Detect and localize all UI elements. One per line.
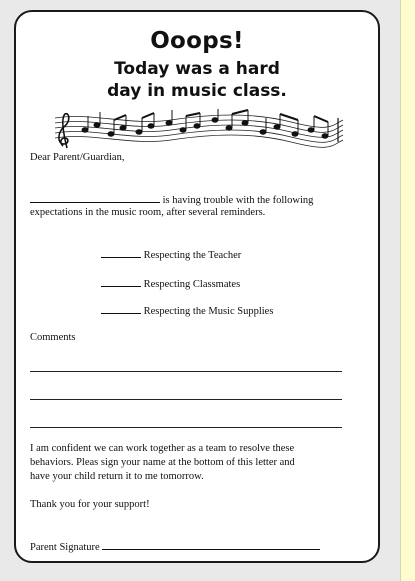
comment-line[interactable] xyxy=(30,399,342,400)
expectation-item: Respecting Classmates xyxy=(101,276,240,292)
expectation-item: Respecting the Music Supplies xyxy=(101,303,273,319)
comments-label: Comments xyxy=(30,332,76,343)
check-blank[interactable] xyxy=(101,303,141,314)
side-panel xyxy=(400,0,415,581)
intro-line-2: expectations in the music room, after several reminders. xyxy=(30,207,266,218)
greeting: Dear Parent/Guardian, xyxy=(30,152,125,163)
thanks-text: Thank you for your support! xyxy=(30,499,150,510)
comment-line[interactable] xyxy=(30,427,342,428)
check-blank[interactable] xyxy=(101,276,141,287)
signature-line[interactable] xyxy=(102,539,320,550)
subtitle-line-2: day in music class. xyxy=(107,81,287,101)
expectation-item: Respecting the Teacher xyxy=(101,247,241,263)
closing-line-3: have your child return it to me tomorrow. xyxy=(30,471,204,482)
closing-line-1: I am confident we can work together as a team to resolve these xyxy=(30,443,295,454)
signature-label: Parent Signature xyxy=(30,542,100,553)
music-staff-notes-icon xyxy=(51,108,347,150)
subtitle-line-1: Today was a hard xyxy=(114,59,280,79)
student-name-blank[interactable] xyxy=(30,192,160,203)
signature-row xyxy=(30,539,320,555)
letter-page xyxy=(14,10,380,563)
title-heading: Ooops! xyxy=(150,28,244,54)
comment-line[interactable] xyxy=(30,371,342,372)
closing-line-2: behaviors. Pleas sign your name at the bottom of this letter and xyxy=(30,457,295,468)
check-blank[interactable] xyxy=(101,247,141,258)
intro-text: is having trouble with the following xyxy=(160,195,314,206)
